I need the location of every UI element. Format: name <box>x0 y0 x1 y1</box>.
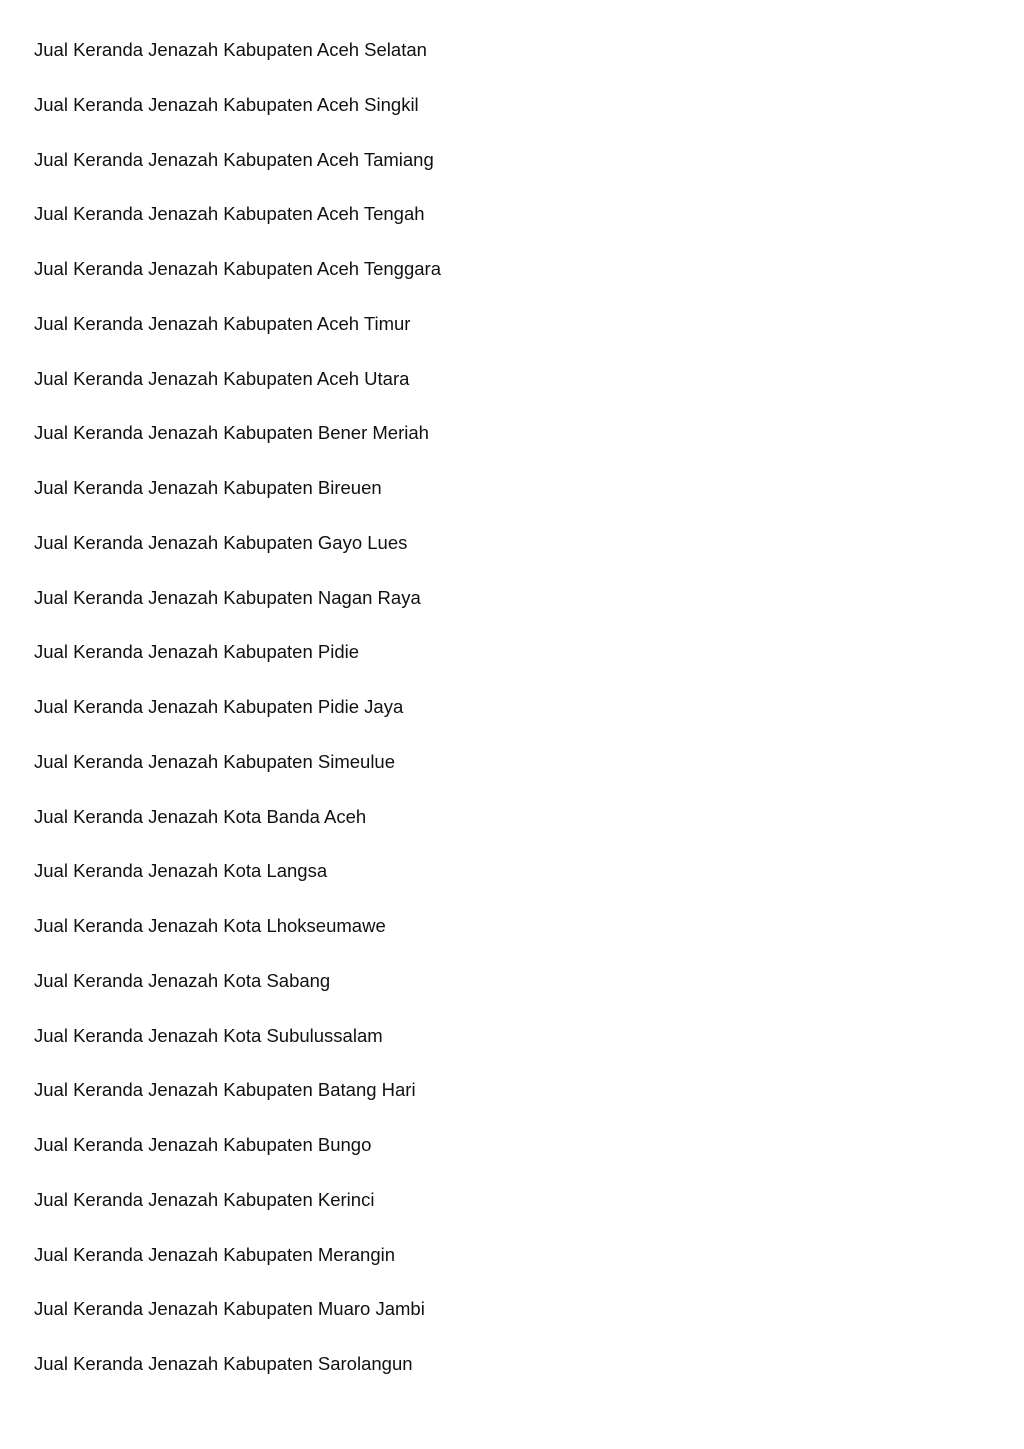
list-link[interactable]: Jual Keranda Jenazah Kabupaten Nagan Raya <box>34 586 421 608</box>
list-link[interactable]: Jual Keranda Jenazah Kabupaten Aceh Selatan <box>34 39 427 60</box>
list-item <box>34 914 934 969</box>
list-item <box>34 969 934 1024</box>
list-link[interactable]: Jual Keranda Jenazah Kabupaten Aceh Timur <box>34 312 411 334</box>
list-item <box>34 805 934 860</box>
list-link[interactable]: Jual Keranda Jenazah Kota Lhokseumawe <box>34 915 386 936</box>
list-item <box>34 148 934 203</box>
list-link[interactable]: Jual Keranda Jenazah Kabupaten Pidie Jaya <box>34 696 404 717</box>
list-item <box>34 421 934 476</box>
list-item <box>34 202 934 257</box>
list-item <box>34 695 934 750</box>
list-link[interactable]: Jual Keranda Jenazah Kabupaten Bener Meriah <box>34 422 429 444</box>
list-link[interactable]: Jual Keranda Jenazah Kabupaten Merangin <box>34 1243 396 1265</box>
list-item <box>34 312 934 367</box>
list-link[interactable]: Jual Keranda Jenazah Kota Langsa <box>34 860 328 882</box>
list-link[interactable]: Jual Keranda Jenazah Kabupaten Batang Hari <box>34 1079 416 1101</box>
link-list <box>34 38 934 1407</box>
list-item <box>34 1078 934 1133</box>
list-link[interactable]: Jual Keranda Jenazah Kabupaten Sarolangun <box>34 1353 413 1374</box>
list-item <box>34 750 934 805</box>
list-item <box>34 1133 934 1188</box>
list-link[interactable]: Jual Keranda Jenazah Kota Banda Aceh <box>34 805 367 827</box>
list-link[interactable]: Jual Keranda Jenazah Kabupaten Aceh Tamiang <box>34 148 434 170</box>
list-link[interactable]: Jual Keranda Jenazah Kabupaten Aceh Tengah <box>34 203 425 225</box>
list-item <box>34 476 934 531</box>
list-item <box>34 531 934 586</box>
list-item <box>34 1188 934 1243</box>
list-link[interactable]: Jual Keranda Jenazah Kabupaten Muaro Jambi <box>34 1298 425 1320</box>
list-link[interactable]: Jual Keranda Jenazah Kabupaten Aceh Singkil <box>34 93 419 115</box>
list-link[interactable]: Jual Keranda Jenazah Kabupaten Bireuen <box>34 477 382 498</box>
list-link[interactable]: Jual Keranda Jenazah Kabupaten Aceh Tenggara <box>34 258 441 279</box>
list-item <box>34 1024 934 1079</box>
list-item <box>34 38 934 93</box>
list-link[interactable]: Jual Keranda Jenazah Kabupaten Pidie <box>34 641 360 663</box>
list-item <box>34 367 934 422</box>
list-item <box>34 586 934 641</box>
list-item <box>34 1243 934 1298</box>
list-link[interactable]: Jual Keranda Jenazah Kota Subulussalam <box>34 1024 383 1046</box>
list-item <box>34 93 934 148</box>
list-item <box>34 1297 934 1352</box>
list-item <box>34 640 934 695</box>
list-link[interactable]: Jual Keranda Jenazah Kabupaten Kerinci <box>34 1188 375 1210</box>
list-link[interactable]: Jual Keranda Jenazah Kabupaten Simeulue <box>34 750 396 772</box>
list-link[interactable]: Jual Keranda Jenazah Kota Sabang <box>34 969 331 991</box>
list-link[interactable]: Jual Keranda Jenazah Kabupaten Bungo <box>34 1134 372 1155</box>
list-item <box>34 257 934 312</box>
list-link[interactable]: Jual Keranda Jenazah Kabupaten Gayo Lues <box>34 531 408 553</box>
list-item <box>34 859 934 914</box>
list-link[interactable]: Jual Keranda Jenazah Kabupaten Aceh Utara <box>34 367 410 389</box>
list-item <box>34 1352 934 1407</box>
